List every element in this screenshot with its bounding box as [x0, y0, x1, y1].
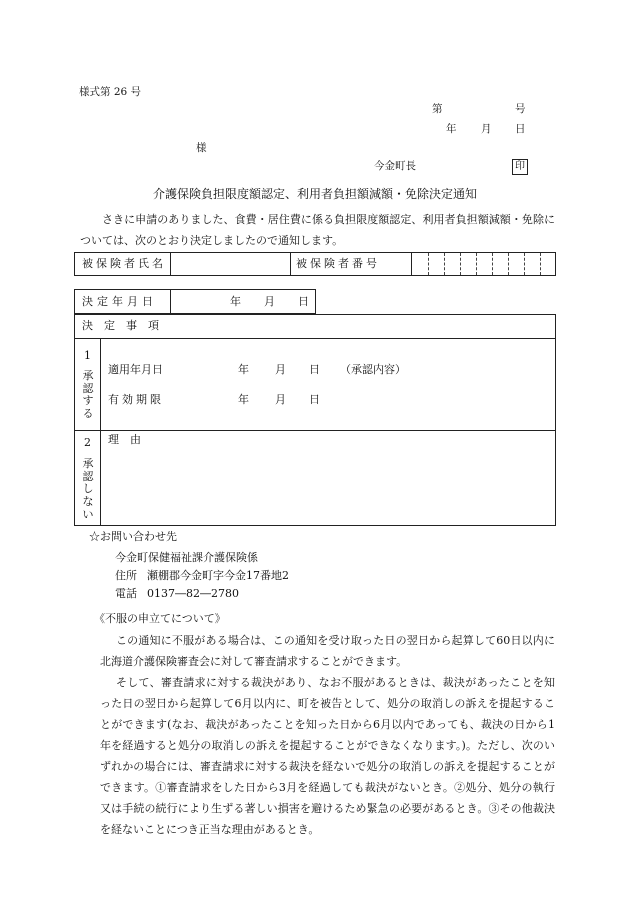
apply-day: 日	[309, 363, 320, 376]
contact-address: 瀬棚郡今金町字今金17番地2	[147, 569, 289, 582]
insured-name-label: 被保険者氏名	[82, 257, 166, 270]
reject-label: 承認しない	[82, 457, 94, 521]
decision-year: 年	[230, 295, 241, 308]
valid-year: 年	[238, 393, 249, 406]
seal-mark: 印	[512, 159, 528, 175]
document-title: 介護保険負担限度額認定、利用者負担額減額・免除決定通知	[152, 187, 477, 201]
decision-matters-block	[74, 314, 556, 526]
issuer-name: 今金町長	[374, 160, 416, 172]
appeal-paragraph-1: この通知に不服がある場合は、この通知を受け取った日の翌日から起算して60日以内に北海道介護保険審査会に対して審査請求することができます。	[100, 634, 555, 668]
valid-period-label: 有効期限	[108, 393, 164, 406]
apply-date-label: 適用年月日	[108, 363, 163, 376]
approve-label: 承認する	[82, 369, 94, 420]
reject-number: 2	[84, 436, 91, 449]
issue-date-day: 日	[515, 123, 526, 135]
valid-month: 月	[275, 393, 286, 406]
apply-month: 月	[275, 363, 286, 376]
reason-label: 理 由	[108, 433, 141, 446]
decision-matters-label: 決 定 事 項	[82, 319, 159, 332]
contact-phone: 0137―82―2780	[147, 587, 239, 600]
decision-day: 日	[298, 295, 309, 308]
issue-date-year: 年	[446, 123, 457, 135]
decision-month: 月	[264, 295, 275, 308]
contact-office: 今金町保健福祉課介護保険係	[115, 551, 258, 564]
valid-day: 日	[309, 393, 320, 406]
appeal-heading: 《不服の申立てについて》	[94, 612, 226, 625]
approval-content-label: （承認内容）	[340, 363, 406, 376]
contact-heading: ☆お問い合わせ先	[89, 530, 177, 543]
approve-number: 1	[84, 349, 91, 362]
issue-date-month: 月	[481, 123, 492, 135]
insured-number-label: 被保険者番号	[296, 257, 380, 270]
intro-text: さきに申請のありました、食費・居住費に係る負担限度額認定、利用者負担額減額・免除については、次のとおり決定しましたので通知します。	[80, 213, 555, 247]
document-number-suffix: 号	[515, 103, 526, 115]
decision-date-label: 決定年月日	[82, 295, 157, 308]
document-number-prefix: 第	[432, 103, 443, 115]
recipient-suffix: 様	[196, 142, 207, 154]
apply-year: 年	[238, 363, 249, 376]
appeal-paragraph-2: そして、審査請求に対する裁決があり、なお不服があるときは、裁決があったことを知った日の翌日から起算して6月以内に、町を被告として、処分の取消しの訴えを提起することができます(なお、裁決があったことを知った日から6月以内であっても、裁決の日から1年を経過すると処分の取消しの訴えを提起することができなくなります。)。ただし、次のいずれかの場合には、審査請求に対する裁決を経ないで処分の取消しの訴えを提起することができます。①審査請求をした日から3月を経過しても裁決がないとき。②処分、処分の執行又は手続の続行により生ずる著しい損害を避けるため緊急の必要があるとき。③その他裁決を経ないことにつき正当な理由があるとき。	[100, 676, 555, 836]
form-number: 様式第 26 号	[79, 86, 142, 98]
contact-address-label: 住所	[115, 569, 137, 582]
contact-phone-label: 電話	[115, 587, 137, 600]
